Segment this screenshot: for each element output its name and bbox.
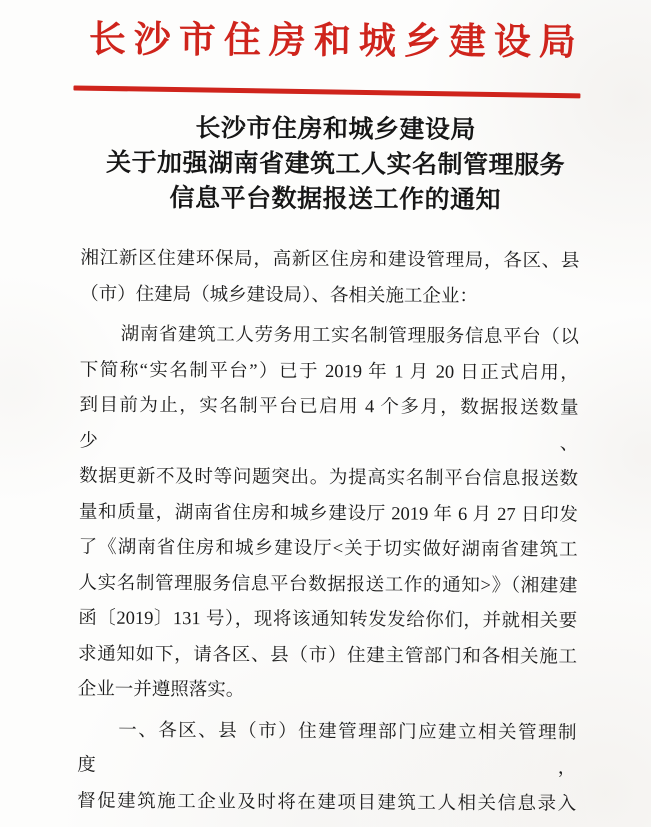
letterhead-title: 长沙市住房和城乡建设局 <box>88 19 584 64</box>
body-paragraph-2 <box>77 713 577 823</box>
salutation-line: （市）住建局（城乡建设局）、各相关施工企业： <box>80 284 479 307</box>
body-line: 函〔2019〕131 号），现将该通知转发发给你们，并就相关要 <box>78 608 578 632</box>
body-paragraph-1 <box>78 318 579 712</box>
body-line: 一、各区、县（市）住建管理部门应建立相关管理制度， <box>77 720 577 779</box>
body-line: 下简称“实名制平台”）已于 2019 年 1 月 20 日正式启用， <box>79 359 579 384</box>
document-title-line-2: 关于加强湖南省建筑工人实名制管理服务 <box>105 149 566 180</box>
body-line: 求通知如下，请各区、县（市）住建主管部门和各相关施工 <box>77 643 578 668</box>
body-line: 量和质量，湖南省住房和城乡建设厅 2019 年 6 月 27 日印发 <box>78 501 578 526</box>
body-line: 数据更新不及时等问题突出。为提高实名制平台信息报送数 <box>79 466 579 490</box>
letterhead-divider-rule <box>73 85 580 98</box>
document-title-line-3: 信息平台数据报送工作的通知 <box>169 185 502 215</box>
salutation-line: 湘江新区住建环保局，高新区住房和建设管理局，各区、县 <box>80 248 580 272</box>
body-line: 了《湖南省住房和城乡建设厅<关于切实做好湖南省建筑工 <box>78 537 578 561</box>
body-line: 人实名制管理服务信息平台数据报送工作的通知>》（湘建建 <box>78 572 578 597</box>
body-line: 企业一并遵照落实。 <box>77 679 245 701</box>
body-line: 到目前为止，实名制平台已启用 4 个多月，数据报送数量少、 <box>79 395 579 455</box>
salutation-paragraph <box>80 242 579 316</box>
body-line: 湖南省建筑工人劳务用工实名制管理服务信息平台（以 <box>120 324 580 348</box>
document-body <box>77 242 580 823</box>
body-line: 督促建筑施工企业及时将在建项目建筑工人相关信息录入 <box>77 790 577 815</box>
document-title-line-1: 长沙市住房和城乡建设局 <box>195 115 477 144</box>
document-title <box>1 110 651 219</box>
